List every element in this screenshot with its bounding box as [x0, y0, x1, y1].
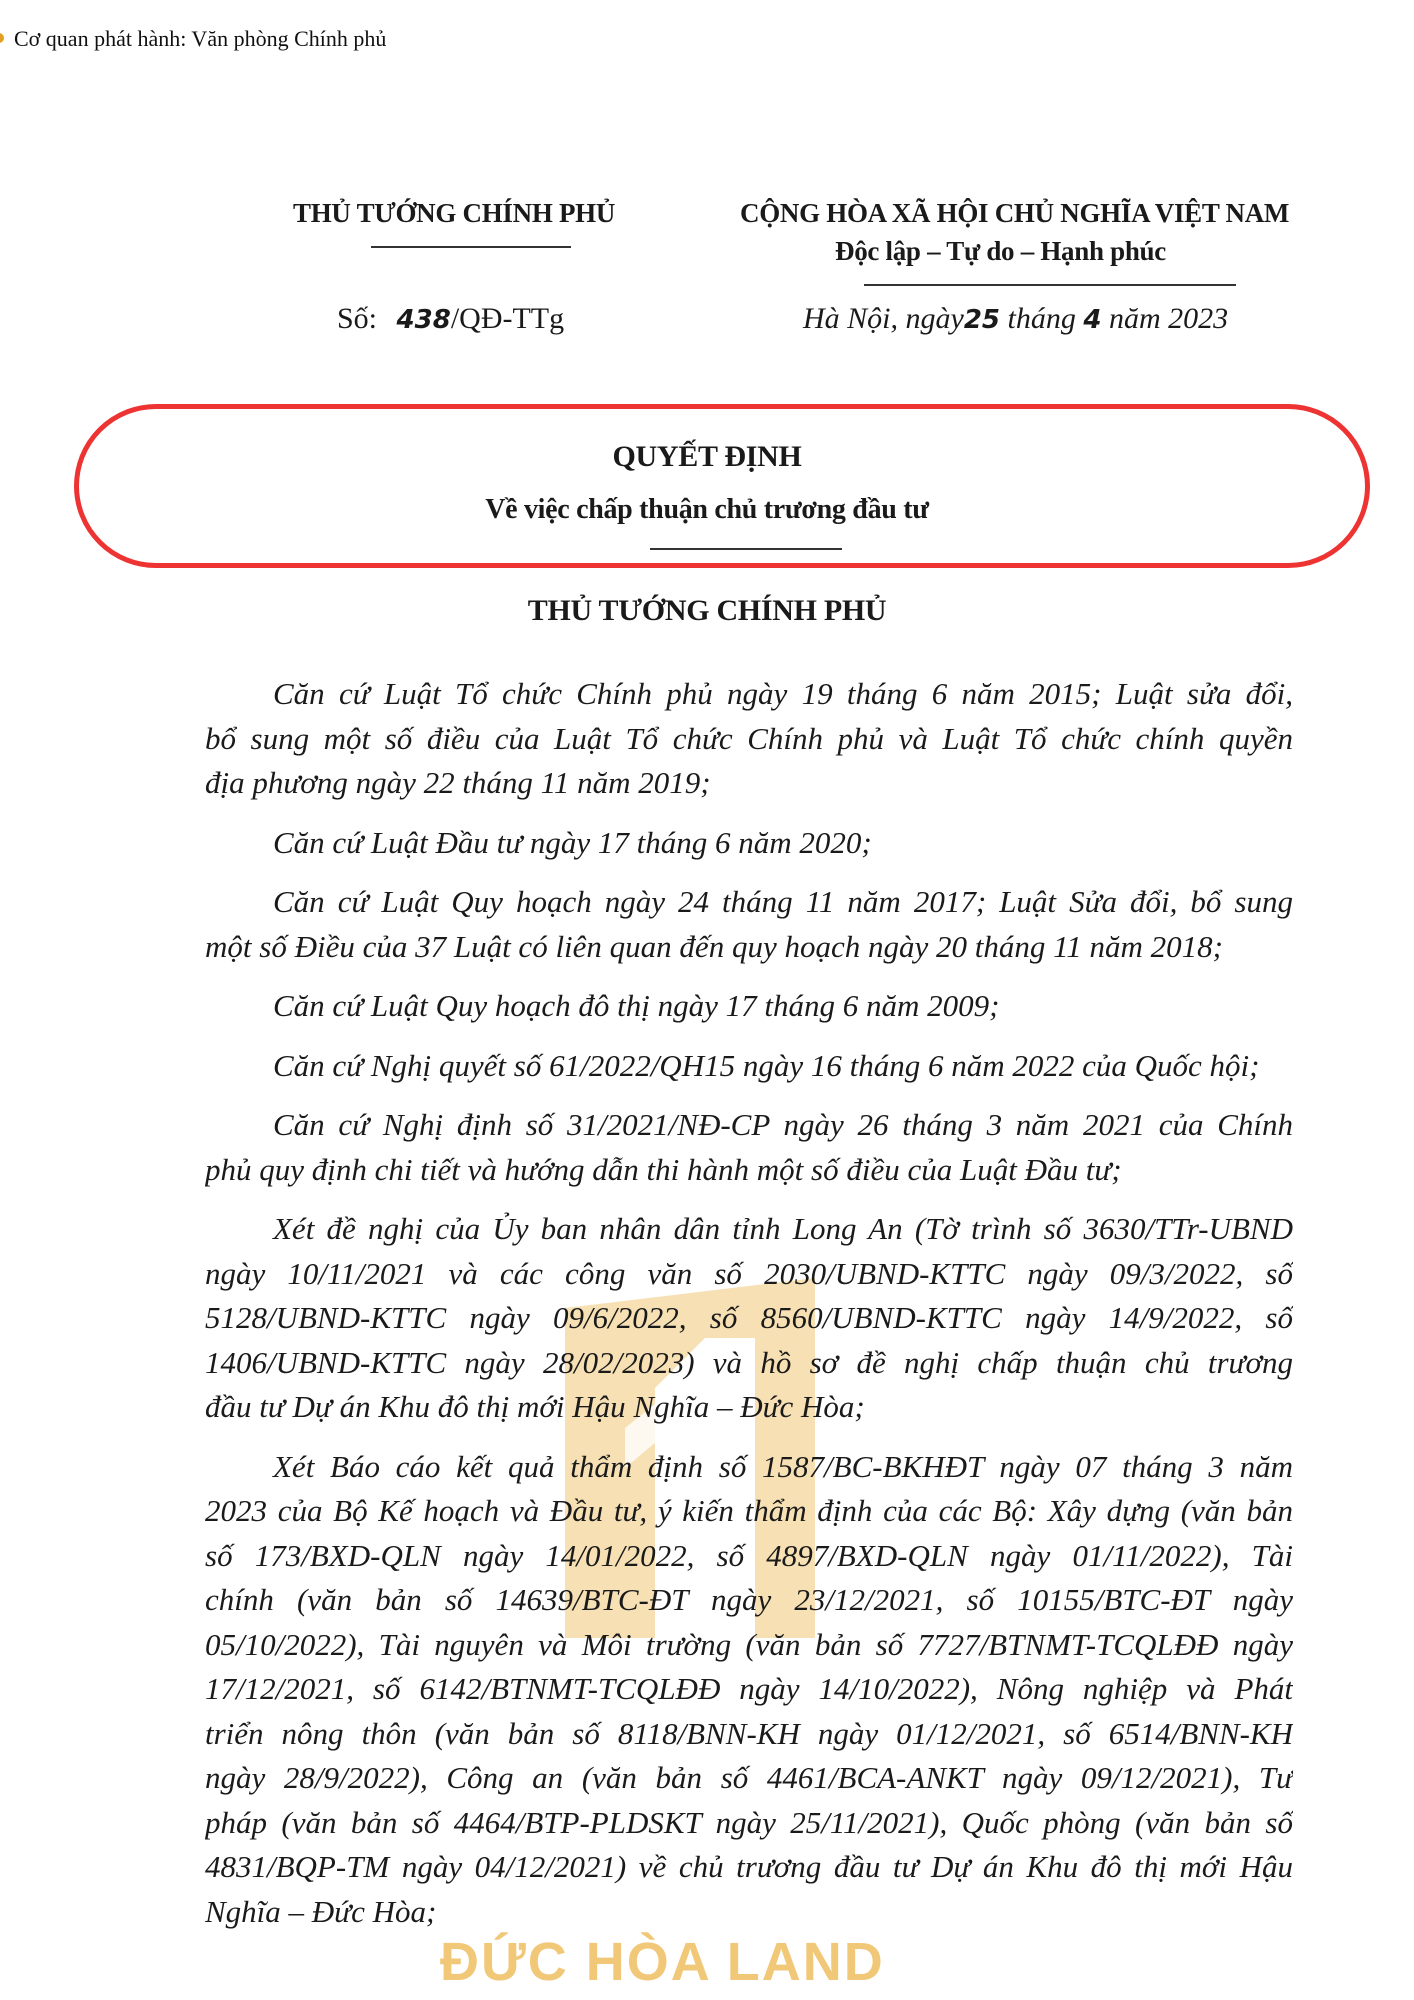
- issue-date: [803, 302, 1228, 336]
- paragraph-line: 5128/UBND-KTTC ngày 09/6/2022, số 8560/UBND-KTTC ngày 14/9/2022, số: [205, 1300, 1293, 1335]
- number-prefix: Số:: [337, 302, 378, 335]
- decision-title: QUYẾT ĐỊNH: [612, 440, 802, 473]
- document-body: [205, 672, 1293, 1934]
- month-label: tháng: [1007, 302, 1076, 335]
- paragraph-line: 1406/UBND-KTTC ngày 28/02/2023) và hồ sơ đề nghị chấp thuận chủ trương: [205, 1344, 1293, 1380]
- paragraph-line: bổ sung một số điều của Luật Tổ chức Chính phủ và Luật Tổ chức chính quyền: [205, 720, 1293, 756]
- national-motto: Độc lập – Tự do – Hạnh phúc: [835, 236, 1166, 266]
- legal-basis-paragraph: [205, 1044, 1293, 1089]
- highlight-oval: [74, 404, 1370, 568]
- paragraph-line: địa phương ngày 22 tháng 11 năm 2019;: [205, 765, 711, 800]
- paragraph-line: Căn cứ Luật Quy hoạch ngày 24 tháng 11 năm 2017; Luật Sửa đổi, bổ sung: [273, 884, 1293, 919]
- agency-underline: [371, 246, 571, 248]
- handwritten-day: 25: [963, 305, 1001, 335]
- paragraph-line: phủ quy định chi tiết và hướng dẫn thi hành một số điều của Luật Đầu tư;: [205, 1151, 1122, 1187]
- legal-basis-paragraph: [205, 880, 1293, 969]
- nation-name: CỘNG HÒA XÃ HỘI CHỦ NGHĨA VIỆT NAM: [740, 198, 1290, 228]
- date-prefix: Hà Nội, ngày: [803, 302, 964, 335]
- issuer-bullet-icon: [0, 33, 4, 43]
- subject-underline: [650, 548, 842, 550]
- paragraph-line: 05/10/2022), Tài nguyên và Môi trường (văn bản số 7727/BTNMT-TCQLĐĐ ngày: [205, 1626, 1293, 1662]
- legal-basis-paragraph: [205, 1207, 1293, 1430]
- paragraph-line: Xét Báo cáo kết quả thẩm định số 1587/BC-BKHĐT ngày 07 tháng 3 năm: [273, 1448, 1293, 1484]
- paragraph-line: Căn cứ Luật Tổ chức Chính phủ ngày 19 tháng 6 năm 2015; Luật sửa đổi,: [273, 676, 1293, 711]
- paragraph-line: Nghĩa – Đức Hòa;: [205, 1893, 437, 1929]
- paragraph-line: ngày 28/9/2022), Công an (văn bản số 4461/BCA-ANKT ngày 09/12/2021), Tư: [205, 1760, 1293, 1795]
- paragraph-line: 2023 của Bộ Kế hoạch và Đầu tư, ý kiến thẩm định của các Bộ: Xây dựng (văn bản: [205, 1493, 1293, 1528]
- paragraph-line: đầu tư Dự án Khu đô thị mới Hậu Nghĩa – Đức Hòa;: [205, 1389, 865, 1424]
- motto-underline: [864, 284, 1236, 286]
- paragraph-line: Căn cứ Luật Quy hoạch đô thị ngày 17 tháng 6 năm 2009;: [273, 988, 1000, 1023]
- paragraph-line: pháp (văn bản số 4464/BTP-PLDSKT ngày 25/11/2021), Quốc phòng (văn bản số: [205, 1804, 1293, 1840]
- legal-basis-paragraph: [205, 821, 1293, 866]
- handwritten-month: 4: [1083, 305, 1102, 335]
- paragraph-line: một số Điều của 37 Luật có liên quan đến quy hoạch ngày 20 tháng 11 năm 2018;: [205, 928, 1223, 964]
- paragraph-line: Căn cứ Nghị quyết số 61/2022/QH15 ngày 16 tháng 6 năm 2022 của Quốc hội;: [273, 1047, 1260, 1083]
- paragraph-line: số 173/BXD-QLN ngày 14/01/2022, số 4897/BXD-QLN ngày 01/11/2022), Tài: [205, 1537, 1293, 1573]
- paragraph-line: 4831/BQP-TM ngày 04/12/2021) về chủ trương đầu tư Dự án Khu đô thị mới Hậu: [205, 1849, 1293, 1884]
- legal-basis-paragraph: [205, 1445, 1293, 1935]
- legal-basis-paragraph: [205, 984, 1293, 1029]
- issuer-line: Cơ quan phát hành: Văn phòng Chính phủ: [14, 26, 387, 51]
- watermark-text: ĐỨC HÒA LAND: [440, 1932, 885, 1992]
- legal-basis-paragraph: [205, 672, 1293, 806]
- legal-basis-paragraph: [205, 1103, 1293, 1192]
- paragraph-line: chính (văn bản số 14639/BTC-ĐT ngày 23/12/2021, số 10155/BTC-ĐT ngày: [205, 1582, 1293, 1617]
- paragraph-line: 17/12/2021, số 6142/BTNMT-TCQLĐĐ ngày 14/10/2022), Nông nghiệp và Phát: [205, 1671, 1293, 1706]
- paragraph-line: Căn cứ Luật Đầu tư ngày 17 tháng 6 năm 2020;: [273, 824, 872, 860]
- paragraph-line: Xét đề nghị của Ủy ban nhân dân tỉnh Long An (Tờ trình số 3630/TTr-UBND: [273, 1211, 1293, 1246]
- year-label: năm 2023: [1108, 302, 1229, 335]
- issuing-authority: THỦ TƯỚNG CHÍNH PHỦ: [527, 594, 887, 627]
- decision-subject: Về việc chấp thuận chủ trương đầu tư: [485, 494, 929, 525]
- paragraph-line: triển nông thôn (văn bản số 8118/BNN-KH ngày 01/12/2021, số 6514/BNN-KH: [205, 1715, 1293, 1751]
- paragraph-line: ngày 10/11/2021 và các công văn số 2030/UBND-KTTC ngày 09/3/2022, số: [205, 1255, 1293, 1291]
- agency-name: THỦ TƯỚNG CHÍNH PHỦ: [293, 198, 616, 228]
- number-suffix: /QĐ-TTg: [450, 302, 565, 335]
- document-number: [337, 302, 564, 336]
- paragraph-line: Căn cứ Nghị định số 31/2021/NĐ-CP ngày 26 tháng 3 năm 2021 của Chính: [273, 1107, 1293, 1142]
- handwritten-number: 438: [396, 305, 451, 335]
